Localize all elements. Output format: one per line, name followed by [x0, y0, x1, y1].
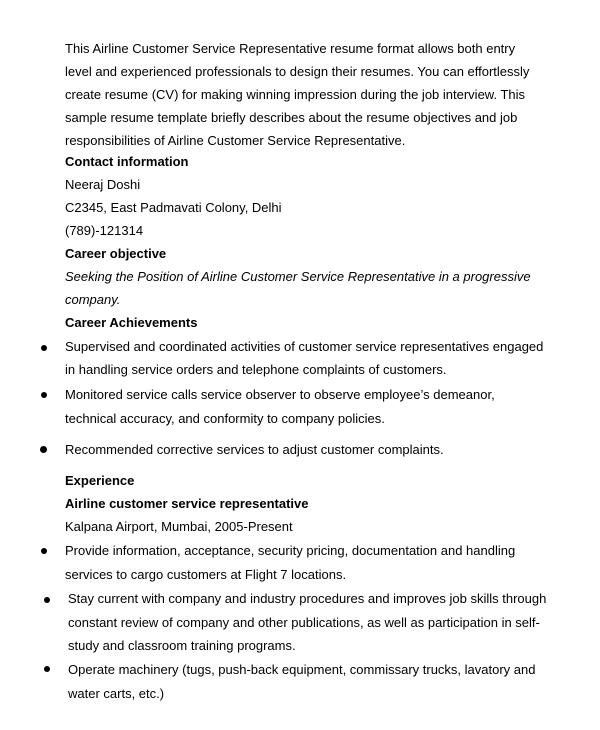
achievement-line: Recommended corrective services to adjust customer complaints.: [65, 442, 444, 457]
objective-heading: Career objective: [65, 246, 167, 261]
job-location: Kalpana Airport, Mumbai, 2005-Present: [65, 519, 293, 534]
contact-phone: (789)-121314: [65, 223, 144, 238]
bullet-icon: [40, 446, 47, 453]
experience-heading: Experience: [65, 473, 135, 488]
achievement-line: Monitored service calls service observer to observe employee’s demeanor,: [65, 387, 495, 402]
intro-line: sample resume template briefly describes about the resume objectives and job: [65, 110, 518, 125]
intro-line: This Airline Customer Service Representative resume format allows both entry: [65, 41, 516, 56]
objective-line: company.: [65, 292, 121, 307]
achievements-heading: Career Achievements: [65, 315, 198, 330]
experience-line: services to cargo customers at Flight 7 locations.: [65, 567, 347, 582]
achievement-line: in handling service orders and telephone complaints of customers.: [65, 362, 447, 377]
experience-line: Stay current with company and industry procedures and improves job skills through: [68, 591, 547, 606]
contact-heading: Contact information: [65, 154, 189, 169]
bullet-icon: [41, 392, 47, 398]
objective-line: Seeking the Position of Airline Customer Service Representative in a progressive: [65, 269, 531, 284]
achievement-line: Supervised and coordinated activities of customer service representatives engaged: [65, 339, 544, 354]
bullet-icon: [44, 597, 50, 603]
experience-line: Operate machinery (tugs, push-back equipment, commissary trucks, lavatory and: [68, 662, 536, 677]
experience-line: study and classroom training programs.: [68, 638, 296, 653]
intro-line: responsibilities of Airline Customer Service Representative.: [65, 133, 406, 148]
bullet-icon: [44, 666, 50, 672]
experience-line: water carts, etc.): [68, 686, 165, 701]
contact-address: C2345, East Padmavati Colony, Delhi: [65, 200, 282, 215]
bullet-icon: [41, 548, 47, 554]
achievement-line: technical accuracy, and conformity to company policies.: [65, 411, 385, 426]
contact-name: Neeraj Doshi: [65, 177, 141, 192]
intro-line: level and experienced professionals to design their resumes. You can effortlessly: [65, 64, 530, 79]
bullet-icon: [41, 345, 47, 351]
experience-line: constant review of company and other publications, as well as participation in self-: [68, 615, 540, 630]
experience-line: Provide information, acceptance, security pricing, documentation and handling: [65, 543, 516, 558]
intro-line: create resume (CV) for making winning impression during the job interview. This: [65, 87, 526, 102]
intro-paragraph: [65, 37, 555, 152]
job-title: Airline customer service representative: [65, 496, 309, 511]
